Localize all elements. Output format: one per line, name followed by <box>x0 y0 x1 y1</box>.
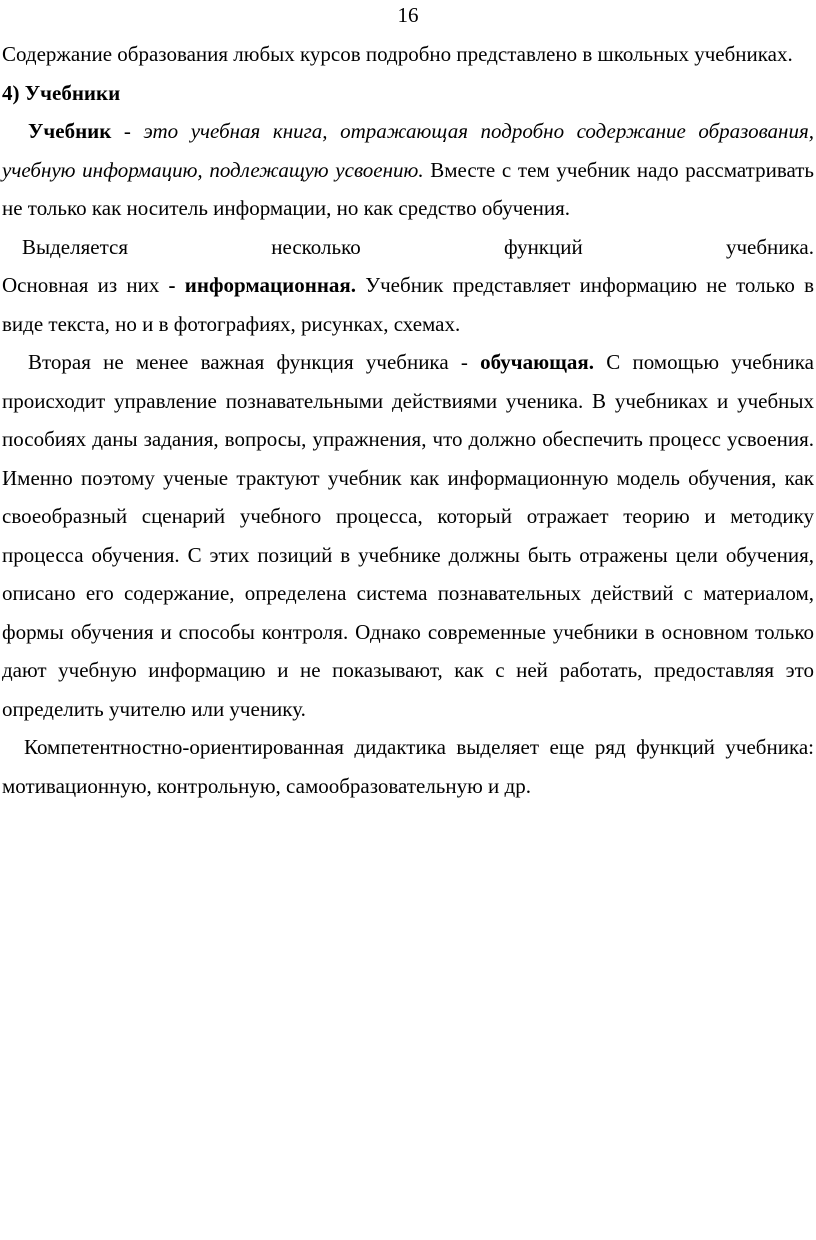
teaching-lead: Вторая не менее важная функция учебника - <box>28 350 481 374</box>
definition-text: это учебная книга, отражающая подробно содержание образования, учебную информацию, подлежащую усвоению. <box>2 119 814 182</box>
informational-rest: Учебник представляет информацию не только в виде текста, но и в фотографиях, рисунках, схемах. <box>2 273 814 336</box>
term-textbook: Учебник <box>28 119 112 143</box>
body-text <box>2 35 814 805</box>
informational-term: - информационная. <box>168 273 357 297</box>
paragraph-competence: Компетентностно-ориентированная дидактика выделяет еще ряд функций учебника: мотивационную, контрольную, самообразовательную и др. <box>2 735 814 798</box>
teaching-term: обучающая. <box>480 350 595 374</box>
paragraph-definition <box>2 112 814 228</box>
paragraph-functions-intro: Выделяется несколько функций учебника. <box>22 234 814 259</box>
paragraph-informational <box>2 266 814 343</box>
paragraph-intro: Содержание образования любых курсов подробно представлено в школьных учебниках. <box>2 42 793 66</box>
definition-dash: - <box>111 119 144 143</box>
page-number: 16 <box>397 3 419 27</box>
section-heading: 4) Учебники <box>2 80 121 105</box>
teaching-rest: С помощью учебника происходит управление познавательными действиями ученика. В учебниках и учебных пособиях даны задания, вопросы, упражнения, что должно обеспечить процесс усвоения. Именно поэтому ученые трактуют учебник как информационную модель обучения, как своеобразный сценарий учебного процесса, который отражает теорию и методику процесса обучения. С этих позиций в учебнике должны быть отражены цели обучения, описано его содержание, определена система познавательных действий с материалом, формы обучения и способы контроля. Однако современные учебники в основном только дают учебную информацию и не показывают, как с ней работать, предоставляя это определить учителю или ученику. <box>2 350 814 721</box>
paragraph-teaching <box>2 343 814 728</box>
definition-rest: Вместе с тем учебник надо рассматривать не только как носитель информации, но как средство обучения. <box>2 157 814 220</box>
informational-lead: Основная из них <box>2 273 169 297</box>
